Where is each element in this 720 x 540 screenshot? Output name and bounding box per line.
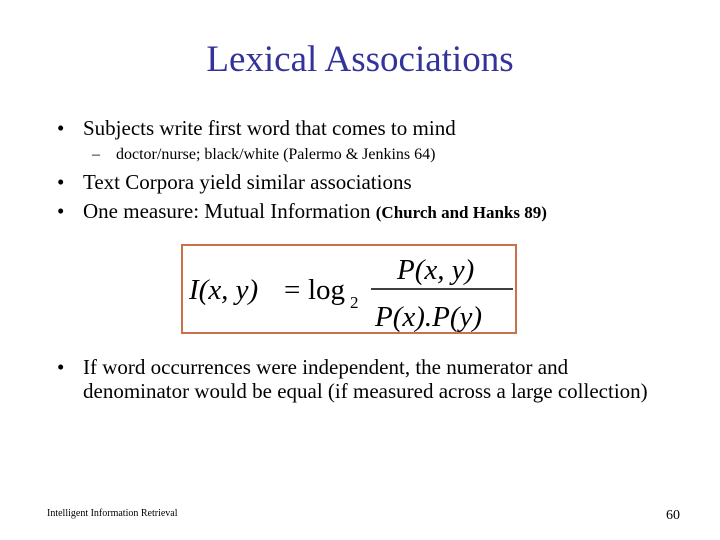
bullet-paragraph: If word occurrences were independent, the numerator and denominator would be equal (if measured across a large collection) — [83, 355, 648, 403]
page-number: 60 — [666, 508, 680, 523]
bullet-text: Text Corpora yield similar associations — [83, 170, 412, 194]
footer-course-title: Intelligent Information Retrieval — [47, 508, 178, 519]
bullet-marker: • — [57, 199, 65, 223]
bullet-marker: • — [57, 355, 65, 379]
formula-lhs: I(x, y) — [189, 274, 259, 306]
bullet-text: Subjects write first word that comes to mind — [83, 116, 456, 140]
formula-log: log — [308, 274, 346, 306]
bullet-marker: • — [57, 170, 65, 194]
sub-bullet-item — [92, 145, 435, 165]
formula-box — [181, 244, 517, 334]
mutual-information-formula — [183, 246, 515, 332]
formula-log-base: 2 — [350, 293, 359, 312]
formula-equals: = — [284, 274, 301, 306]
bullet-marker: • — [57, 116, 65, 140]
bullet-text — [83, 199, 547, 225]
formula-numerator: P(x, y) — [397, 254, 475, 286]
sub-bullet-text: doctor/nurse; black/white (Palermo & Jenkins 64) — [116, 146, 436, 163]
formula-denominator: P(x).P(y) — [375, 301, 483, 332]
bullet-text-main: One measure: Mutual Information — [83, 199, 376, 223]
slide-title: Lexical Associations — [206, 39, 514, 80]
sub-bullet-marker: – — [92, 146, 100, 163]
citation: (Church and Hanks 89) — [375, 203, 547, 222]
